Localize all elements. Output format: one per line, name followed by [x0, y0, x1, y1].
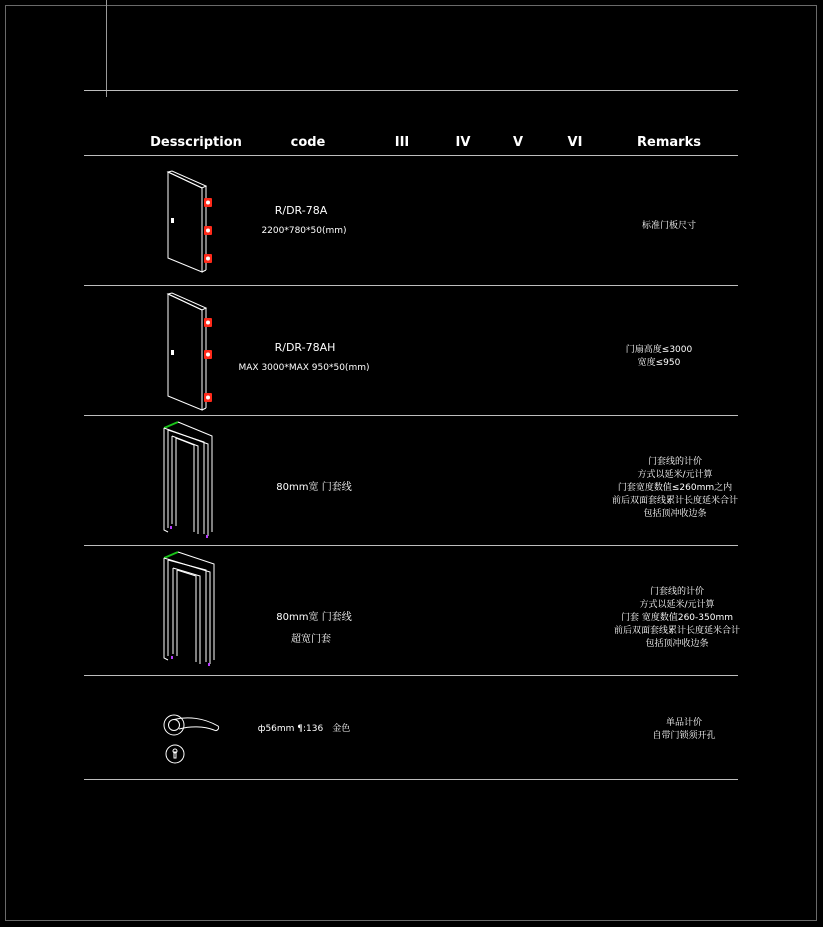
- row2-remarks: 门扇高度≤3000 宽度≤950: [625, 345, 693, 368]
- header-col-5: V: [512, 135, 524, 150]
- header-rule: [84, 155, 738, 156]
- header-col-3: III: [394, 135, 410, 150]
- header-code: code: [290, 135, 326, 150]
- row1-code: R/DR-78A: [274, 204, 328, 217]
- door-frame-wide-icon: [160, 548, 220, 670]
- row2-spec: MAX 3000*MAX 950*50(mm): [238, 363, 370, 373]
- row3-remarks: 门套线的计价 方式以延米/元计算 门套宽度数值≤260mm之内 前后双面套线累计长度延米合计 包括顶冲收边条: [611, 457, 739, 519]
- row5-code: ф56mm ¶:136 金色: [257, 724, 351, 734]
- row2-code: R/DR-78AH: [274, 341, 336, 354]
- row1-remarks: 标准门板尺寸: [641, 221, 697, 231]
- row4-code: 80mm宽 门套线: [276, 612, 352, 623]
- row5-remarks: 单品计价 自带门锁须开孔: [652, 718, 716, 741]
- hinge-icon: [204, 350, 212, 359]
- row4-remarks: 门套线的计价 方式以延米/元计算 门套 宽度数值260-350mm 前后双面套线累计长度延米合计 包括顶冲收边条: [613, 587, 741, 649]
- cad-crosshair-vertical: [106, 0, 107, 97]
- hinge-icon: [204, 318, 212, 327]
- header-col-4: IV: [455, 135, 471, 150]
- hinge-icon: [204, 226, 212, 235]
- door-panel-tall-icon: [160, 290, 220, 410]
- row-divider: [84, 545, 738, 546]
- header-remarks: Remarks: [637, 135, 701, 150]
- row-divider: [84, 285, 738, 286]
- row1-spec: 2200*780*50(mm): [261, 226, 347, 236]
- door-handle-icon: [160, 712, 224, 768]
- row4-spec: 超宽门套: [291, 634, 331, 645]
- header-description: Desscription: [150, 135, 242, 150]
- row-divider: [84, 675, 738, 676]
- row3-code: 80mm宽 门套线: [276, 482, 352, 493]
- hinge-icon: [204, 254, 212, 263]
- row-divider: [84, 415, 738, 416]
- table-top-rule: [84, 90, 738, 91]
- hinge-icon: [204, 393, 212, 402]
- door-frame-icon: [160, 418, 220, 540]
- hinge-icon: [204, 198, 212, 207]
- header-col-6: VI: [567, 135, 583, 150]
- table-bottom-rule: [84, 779, 738, 780]
- door-panel-icon: [160, 168, 220, 278]
